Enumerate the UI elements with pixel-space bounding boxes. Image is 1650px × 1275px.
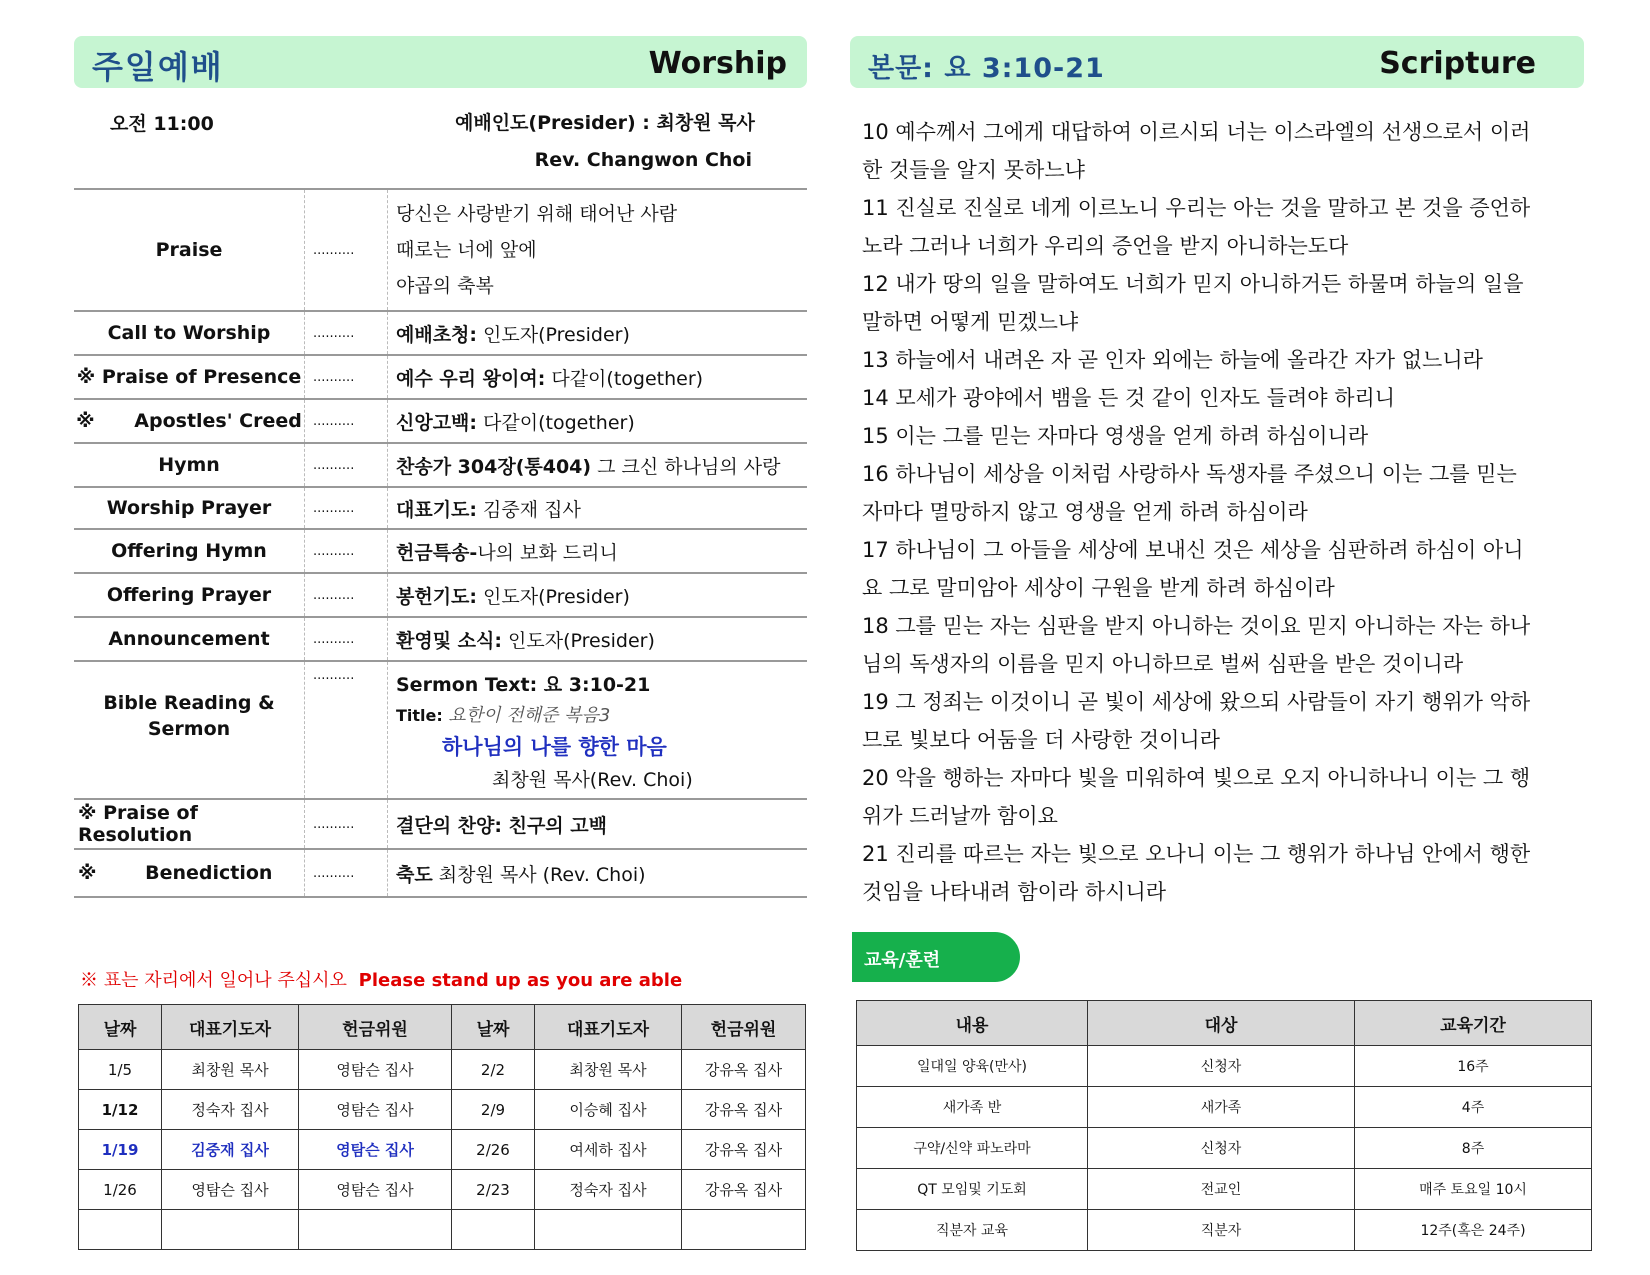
- roster-header-cell: 헌금위원: [682, 1005, 806, 1050]
- table-row: [857, 1128, 1592, 1169]
- roster-header: [79, 1005, 806, 1050]
- table-cell: 12주(혹은 24주): [1355, 1210, 1592, 1251]
- table-cell: 새가족 반: [857, 1087, 1088, 1128]
- order-dots: ..........: [305, 529, 388, 573]
- presider-en: Rev. Changwon Choi: [534, 149, 752, 171]
- scripture-text: [862, 113, 1602, 911]
- education-title: 교육/훈련: [864, 950, 941, 971]
- verse-line: 요 그로 말미암아 세상이 구원을 받게 하려 하심이라: [862, 576, 1335, 600]
- order-dots: ..........: [305, 661, 388, 799]
- table-cell: 영탐슨 집사: [299, 1170, 452, 1210]
- order-row: [74, 617, 807, 661]
- table-row: [79, 1170, 806, 1210]
- table-cell: [535, 1210, 682, 1250]
- order-item: 봉헌기도:: [396, 585, 478, 608]
- order-dots: ..........: [305, 399, 388, 443]
- roster-header-cell: 날짜: [452, 1005, 535, 1050]
- table-cell: 새가족: [1088, 1087, 1355, 1128]
- table-cell: 2/26: [452, 1130, 535, 1170]
- verse-line: 님의 독생자의 이름을 믿지 아니하므로 벌써 심판을 받은 것이니라: [862, 652, 1464, 676]
- table-cell: 8주: [1355, 1128, 1592, 1169]
- order-dots: ..........: [305, 799, 388, 849]
- praise-song-2: 때로는 너에 앞에: [396, 239, 537, 261]
- order-dots: ..........: [305, 487, 388, 529]
- stand-note-ko: ※ 표는 자리에서 일어나 주십시오: [80, 970, 347, 991]
- table-cell: 신청자: [1088, 1128, 1355, 1169]
- table-cell: 매주 토요일 10시: [1355, 1169, 1592, 1210]
- table-row: [79, 1090, 806, 1130]
- service-time: 오전 11:00: [110, 113, 214, 135]
- order-detail: 인도자(Presider): [477, 585, 630, 608]
- table-row: [857, 1087, 1592, 1128]
- roster-header-cell: 날짜: [79, 1005, 162, 1050]
- order-detail: 인도자(Presider): [477, 323, 630, 346]
- verse-line: 말하면 어떻게 믿겠느냐: [862, 310, 1079, 334]
- table-cell: 16주: [1355, 1046, 1592, 1087]
- verse-line: 12 내가 땅의 일을 말하여도 너희가 믿지 아니하거든 하물며 하늘의 일을: [862, 272, 1524, 296]
- table-row: [857, 1046, 1592, 1087]
- order-item: 축도: [396, 863, 433, 886]
- order-detail: 나의 보화 드리니: [477, 541, 618, 564]
- verse-line: 노라 그러나 너희가 우리의 증언을 받지 아니하는도다: [862, 234, 1349, 258]
- resolution-song: 결단의 찬양: 친구의 고백: [388, 799, 808, 849]
- table-cell: 일대일 양육(만사): [857, 1046, 1088, 1087]
- education-table: [856, 1000, 1592, 1251]
- praise-song-1: 당신은 사랑받기 위해 태어난 사람: [396, 203, 678, 225]
- stand-mark: ※: [78, 862, 97, 884]
- verse-line: 20 악을 행하는 자마다 빛을 미워하여 빛으로 오지 아니하나니 이는 그 행: [862, 766, 1531, 790]
- order-dots: ..........: [305, 849, 388, 897]
- table-cell: [299, 1210, 452, 1250]
- order-row: [74, 573, 807, 617]
- table-cell: 강유옥 집사: [682, 1170, 806, 1210]
- table-cell: 최창원 목사: [162, 1050, 299, 1090]
- order-detail: 인도자(Presider): [501, 629, 655, 652]
- order-dots: ..........: [305, 355, 388, 399]
- order-label: Announcement: [74, 617, 305, 661]
- order-row: [74, 529, 807, 573]
- verse-line: 17 하나님이 그 아들을 세상에 보내신 것은 세상을 심판하려 하심이 아니: [862, 538, 1524, 562]
- education-tab: [852, 932, 1020, 982]
- education-header-cell: 교육기간: [1355, 1001, 1592, 1046]
- table-cell: 직분자 교육: [857, 1210, 1088, 1251]
- roster-header-cell: 대표기도자: [162, 1005, 299, 1050]
- table-cell: 1/12: [79, 1090, 162, 1130]
- scripture-banner: [850, 36, 1584, 88]
- sermon-series: 요한이 전해준 복음3: [448, 705, 611, 726]
- verse-line: 한 것들을 알지 못하느냐: [862, 158, 1085, 182]
- table-cell: 영탐슨 집사: [299, 1130, 452, 1170]
- order-label: Benediction: [145, 862, 273, 884]
- worship-banner: [74, 36, 807, 88]
- order-item: 환영및 소식:: [396, 629, 502, 652]
- order-detail: 다같이(together): [545, 367, 704, 390]
- order-detail: 최창원 목사 (Rev. Choi): [432, 863, 646, 886]
- order-label: Offering Prayer: [74, 573, 305, 617]
- order-row: [74, 443, 807, 487]
- order-label: ※ Praise of Presence: [74, 355, 305, 399]
- order-item: 대표기도:: [396, 498, 478, 521]
- scripture-reference: 본문: 요 3:10-21: [868, 53, 1105, 84]
- order-detail: 김중재 집사: [477, 498, 581, 521]
- presider: 예배인도(Presider) : 최창원 목사: [455, 112, 755, 134]
- order-detail: 그 크신 하나님의 사랑: [591, 455, 781, 478]
- order-dots: ..........: [305, 617, 388, 661]
- table-cell: 2/9: [452, 1090, 535, 1130]
- order-item: 예수 우리 왕이여:: [396, 367, 546, 390]
- order-row: [74, 487, 807, 529]
- table-cell: 정숙자 집사: [162, 1090, 299, 1130]
- scripture-title-en: Scripture: [1379, 46, 1536, 81]
- roster-header-cell: 대표기도자: [535, 1005, 682, 1050]
- worship-title-en: Worship: [648, 46, 787, 81]
- verse-line: 15 이는 그를 믿는 자마다 영생을 얻게 하려 하심이니라: [862, 424, 1369, 448]
- order-row-sermon: [74, 661, 807, 799]
- table-cell: [79, 1210, 162, 1250]
- order-dots: ..........: [305, 443, 388, 487]
- sermon-text: Sermon Text: 요 3:10-21: [396, 674, 651, 696]
- stand-note: [80, 966, 682, 992]
- verse-line: 16 하나님이 세상을 이처럼 사랑하사 독생자를 주셨으니 이는 그를 믿는: [862, 462, 1517, 486]
- verse-line: 10 예수께서 그에게 대답하여 이르시되 너는 이스라엘의 선생으로서 이러: [862, 120, 1531, 144]
- order-label: ※ Praise of Resolution: [74, 799, 305, 849]
- verse-line: 18 그를 믿는 자는 심판을 받지 아니하는 것이요 믿지 아니하는 자는 하나: [862, 614, 1531, 638]
- table-cell: 강유옥 집사: [682, 1130, 806, 1170]
- table-cell: 정숙자 집사: [535, 1170, 682, 1210]
- verse-line: 자마다 멸망하지 않고 영생을 얻게 하려 하심이라: [862, 500, 1308, 524]
- order-label: Call to Worship: [74, 311, 305, 355]
- table-cell: 영탐슨 집사: [299, 1090, 452, 1130]
- table-cell: 2/2: [452, 1050, 535, 1090]
- verse-line: 11 진실로 진실로 네게 이르노니 우리는 아는 것을 말하고 본 것을 증언하: [862, 196, 1531, 220]
- worship-order-table: [74, 188, 807, 898]
- table-cell: 이승혜 집사: [535, 1090, 682, 1130]
- sermon-label-2: Sermon: [147, 718, 231, 740]
- order-row: [74, 399, 807, 443]
- table-cell: 전교인: [1088, 1169, 1355, 1210]
- education-header-cell: 내용: [857, 1001, 1088, 1046]
- education-header: [857, 1001, 1592, 1046]
- order-dots: ..........: [305, 189, 388, 311]
- worship-title-ko: 주일예배: [92, 48, 224, 86]
- sermon-label-1: Bible Reading &: [103, 692, 275, 714]
- order-label: Offering Hymn: [74, 529, 305, 573]
- praise-song-3: 야곱의 축복: [396, 275, 494, 297]
- order-label: Hymn: [74, 443, 305, 487]
- table-row-current: [79, 1130, 806, 1170]
- roster-header-cell: 헌금위원: [299, 1005, 452, 1050]
- table-cell: 영탐슨 집사: [162, 1170, 299, 1210]
- order-row: [74, 311, 807, 355]
- order-row: [74, 355, 807, 399]
- order-item: 찬송가 304장(통404): [396, 455, 592, 478]
- table-cell: 1/19: [79, 1130, 162, 1170]
- verse-line: 19 그 정죄는 이것이니 곧 빛이 세상에 왔으되 사람들이 자기 행위가 악하: [862, 690, 1531, 714]
- table-row: [857, 1169, 1592, 1210]
- table-cell: 신청자: [1088, 1046, 1355, 1087]
- order-label: Worship Prayer: [74, 487, 305, 529]
- table-cell: 구약/신약 파노라마: [857, 1128, 1088, 1169]
- verse-line: 14 모세가 광야에서 뱀을 든 것 같이 인자도 들려야 하리니: [862, 386, 1396, 410]
- table-cell: [162, 1210, 299, 1250]
- table-cell: [682, 1210, 806, 1250]
- table-cell: 김중재 집사: [162, 1130, 299, 1170]
- order-item: 신앙고백:: [396, 411, 478, 434]
- order-label: Praise: [74, 189, 305, 311]
- table-cell: 직분자: [1088, 1210, 1355, 1251]
- order-item: 예배초청:: [396, 323, 478, 346]
- order-row: [74, 799, 807, 849]
- table-cell: 강유옥 집사: [682, 1090, 806, 1130]
- verse-line: 21 진리를 따르는 자는 빛으로 오나니 이는 그 행위가 하나님 안에서 행한: [862, 842, 1531, 866]
- order-item: 헌금특송-: [396, 541, 478, 564]
- table-cell: 1/26: [79, 1170, 162, 1210]
- table-row: [857, 1210, 1592, 1251]
- table-cell: 여세하 집사: [535, 1130, 682, 1170]
- order-dots: ..........: [305, 311, 388, 355]
- table-cell: QT 모임및 기도회: [857, 1169, 1088, 1210]
- table-cell: 강유옥 집사: [682, 1050, 806, 1090]
- order-row: [74, 849, 807, 897]
- title-prefix: Title:: [396, 706, 449, 725]
- order-detail: 다같이(together): [477, 411, 635, 434]
- stand-note-en: Please stand up as you are able: [358, 970, 683, 991]
- table-cell: 최창원 목사: [535, 1050, 682, 1090]
- table-cell: 영탐슨 집사: [299, 1050, 452, 1090]
- table-cell: 1/5: [79, 1050, 162, 1090]
- table-row-empty: [79, 1210, 806, 1250]
- verse-line: 위가 드러날까 함이요: [862, 804, 1058, 828]
- sermon-title: 하나님의 나를 향한 마음: [442, 735, 667, 759]
- order-row: [74, 189, 807, 311]
- table-cell: [452, 1210, 535, 1250]
- verse-line: 므로 빛보다 어둠을 더 사랑한 것이니라: [862, 728, 1220, 752]
- table-row: [79, 1050, 806, 1090]
- table-cell: 4주: [1355, 1087, 1592, 1128]
- order-label: ※ Apostles' Creed: [74, 399, 305, 443]
- order-dots: ..........: [305, 573, 388, 617]
- preacher: 최창원 목사(Rev. Choi): [492, 769, 693, 791]
- table-cell: 2/23: [452, 1170, 535, 1210]
- education-header-cell: 대상: [1088, 1001, 1355, 1046]
- roster-table: [78, 1004, 806, 1250]
- verse-line: 것임을 나타내려 함이라 하시니라: [862, 880, 1167, 904]
- verse-line: 13 하늘에서 내려온 자 곧 인자 외에는 하늘에 올라간 자가 없느니라: [862, 348, 1483, 372]
